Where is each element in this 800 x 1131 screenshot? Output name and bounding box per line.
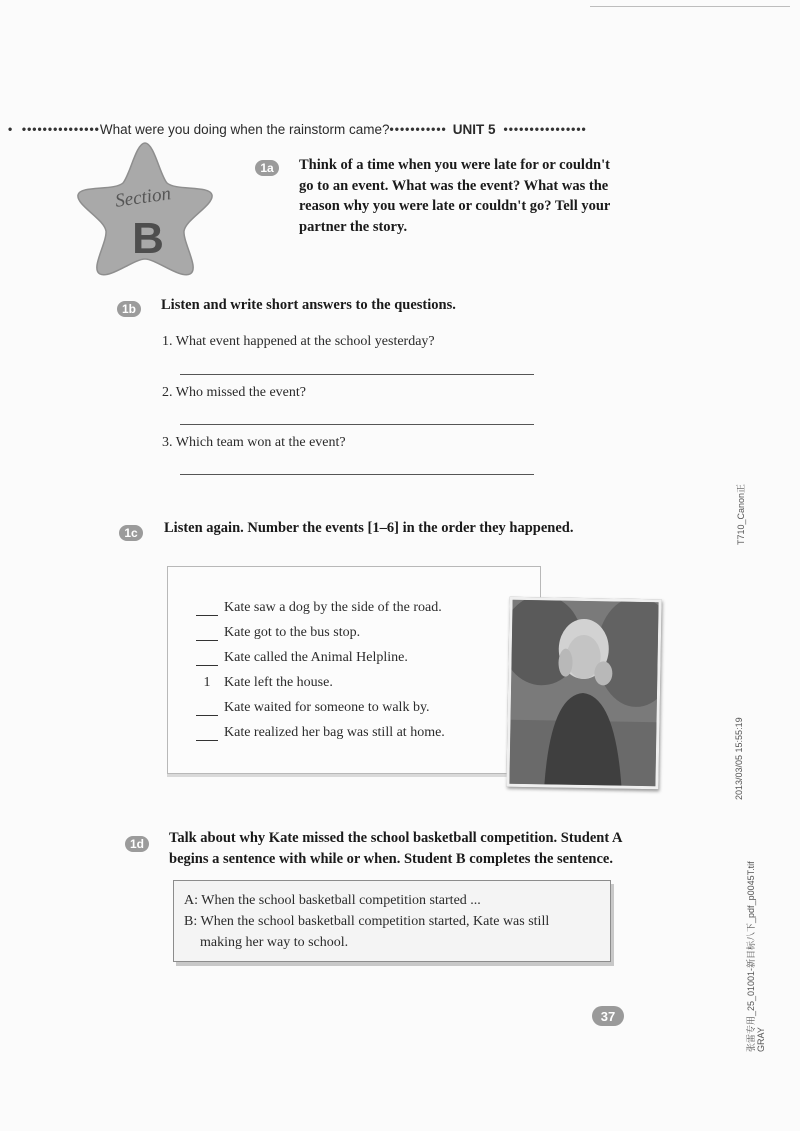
order-blank[interactable] (196, 626, 218, 641)
events-list (196, 591, 496, 741)
margin-note-middle: 2013/03/05 15:55:19 (734, 717, 744, 800)
dialogue-box (173, 880, 611, 962)
answer-line-1[interactable] (180, 374, 534, 375)
event-text: Kate called the Animal Helpline. (224, 650, 408, 665)
event-text: Kate got to the bus stop. (224, 625, 361, 640)
instruction-1d-line: begins a sentence with while or when. Student B completes the sentence. (169, 850, 613, 867)
badge-1c: 1c (119, 525, 143, 541)
event-row (196, 591, 496, 616)
margin-note-gray: GRAY (756, 1027, 766, 1052)
order-blank[interactable] (196, 701, 218, 716)
event-row (196, 616, 496, 641)
badge-1d: 1d (125, 836, 149, 852)
question-2: 2. Who missed the event? (162, 385, 306, 400)
dialogue-lines (184, 890, 549, 953)
top-rule (590, 6, 790, 7)
instruction-1a-line: partner the story. (299, 218, 408, 235)
header-dots-left: • ••••••••••••••• (8, 122, 100, 136)
badge-1a: 1a (255, 160, 279, 176)
answer-line-2[interactable] (180, 424, 534, 425)
section-word: Section (113, 183, 173, 212)
event-text: Kate saw a dog by the side of the road. (224, 600, 442, 615)
header-dots-right: •••••••••••••••• (503, 122, 587, 136)
header-title: What were you doing when the rainstorm came? (99, 121, 390, 137)
event-row (196, 641, 496, 666)
dialogue-line-b-cont: making her way to school. (200, 935, 349, 950)
photo-illustration (509, 600, 658, 787)
header-dots-mid: ••••••••••• (389, 122, 447, 136)
instruction-1d (169, 828, 622, 869)
badge-1b: 1b (117, 301, 141, 317)
answer-line-3[interactable] (180, 474, 534, 475)
margin-note-top: T710_Canon正 (736, 483, 746, 545)
order-blank[interactable]: 1 (203, 675, 211, 690)
event-row (196, 716, 496, 741)
section-letter: B (132, 214, 164, 263)
dialogue-line-a: A: When the school basketball competition started ... (184, 893, 481, 908)
page-number: 37 (592, 1006, 624, 1026)
instruction-1a-line: Think of a time when you were late for or couldn't (299, 157, 610, 173)
event-text: Kate realized her bag was still at home. (224, 725, 445, 740)
section-b-star-badge (70, 135, 220, 280)
question-3: 3. Which team won at the event? (162, 435, 346, 450)
instruction-1c: Listen again. Number the events [1–6] in the order they happened. (164, 520, 574, 536)
instruction-1b: Listen and write short answers to the questions. (161, 297, 456, 313)
order-blank[interactable] (196, 726, 218, 741)
unit-label: UNIT 5 (452, 121, 496, 137)
event-row (196, 666, 496, 691)
question-1: 1. What event happened at the school yesterday? (162, 334, 435, 349)
order-blank[interactable] (196, 601, 218, 616)
kate-phone-photo (506, 597, 661, 790)
instruction-1a-line: reason why you were late or couldn't go? Tell your (299, 198, 611, 214)
order-blank[interactable] (196, 651, 218, 666)
event-text: Kate left the house. (224, 675, 333, 690)
instruction-1a-line: go to an event. What was the event? What was the (299, 177, 609, 194)
instruction-1d-line: Talk about why Kate missed the school basketball competition. Student A (169, 830, 623, 846)
event-row (196, 691, 496, 716)
margin-note-bottom: 张雷专用_25_01001-新目标八下_pdf_p0045T.tif (746, 861, 756, 1052)
dialogue-line-b: B: When the school basketball competition started, Kate was still (184, 914, 550, 929)
instruction-1a (299, 155, 679, 237)
event-text: Kate waited for someone to walk by. (224, 700, 430, 715)
